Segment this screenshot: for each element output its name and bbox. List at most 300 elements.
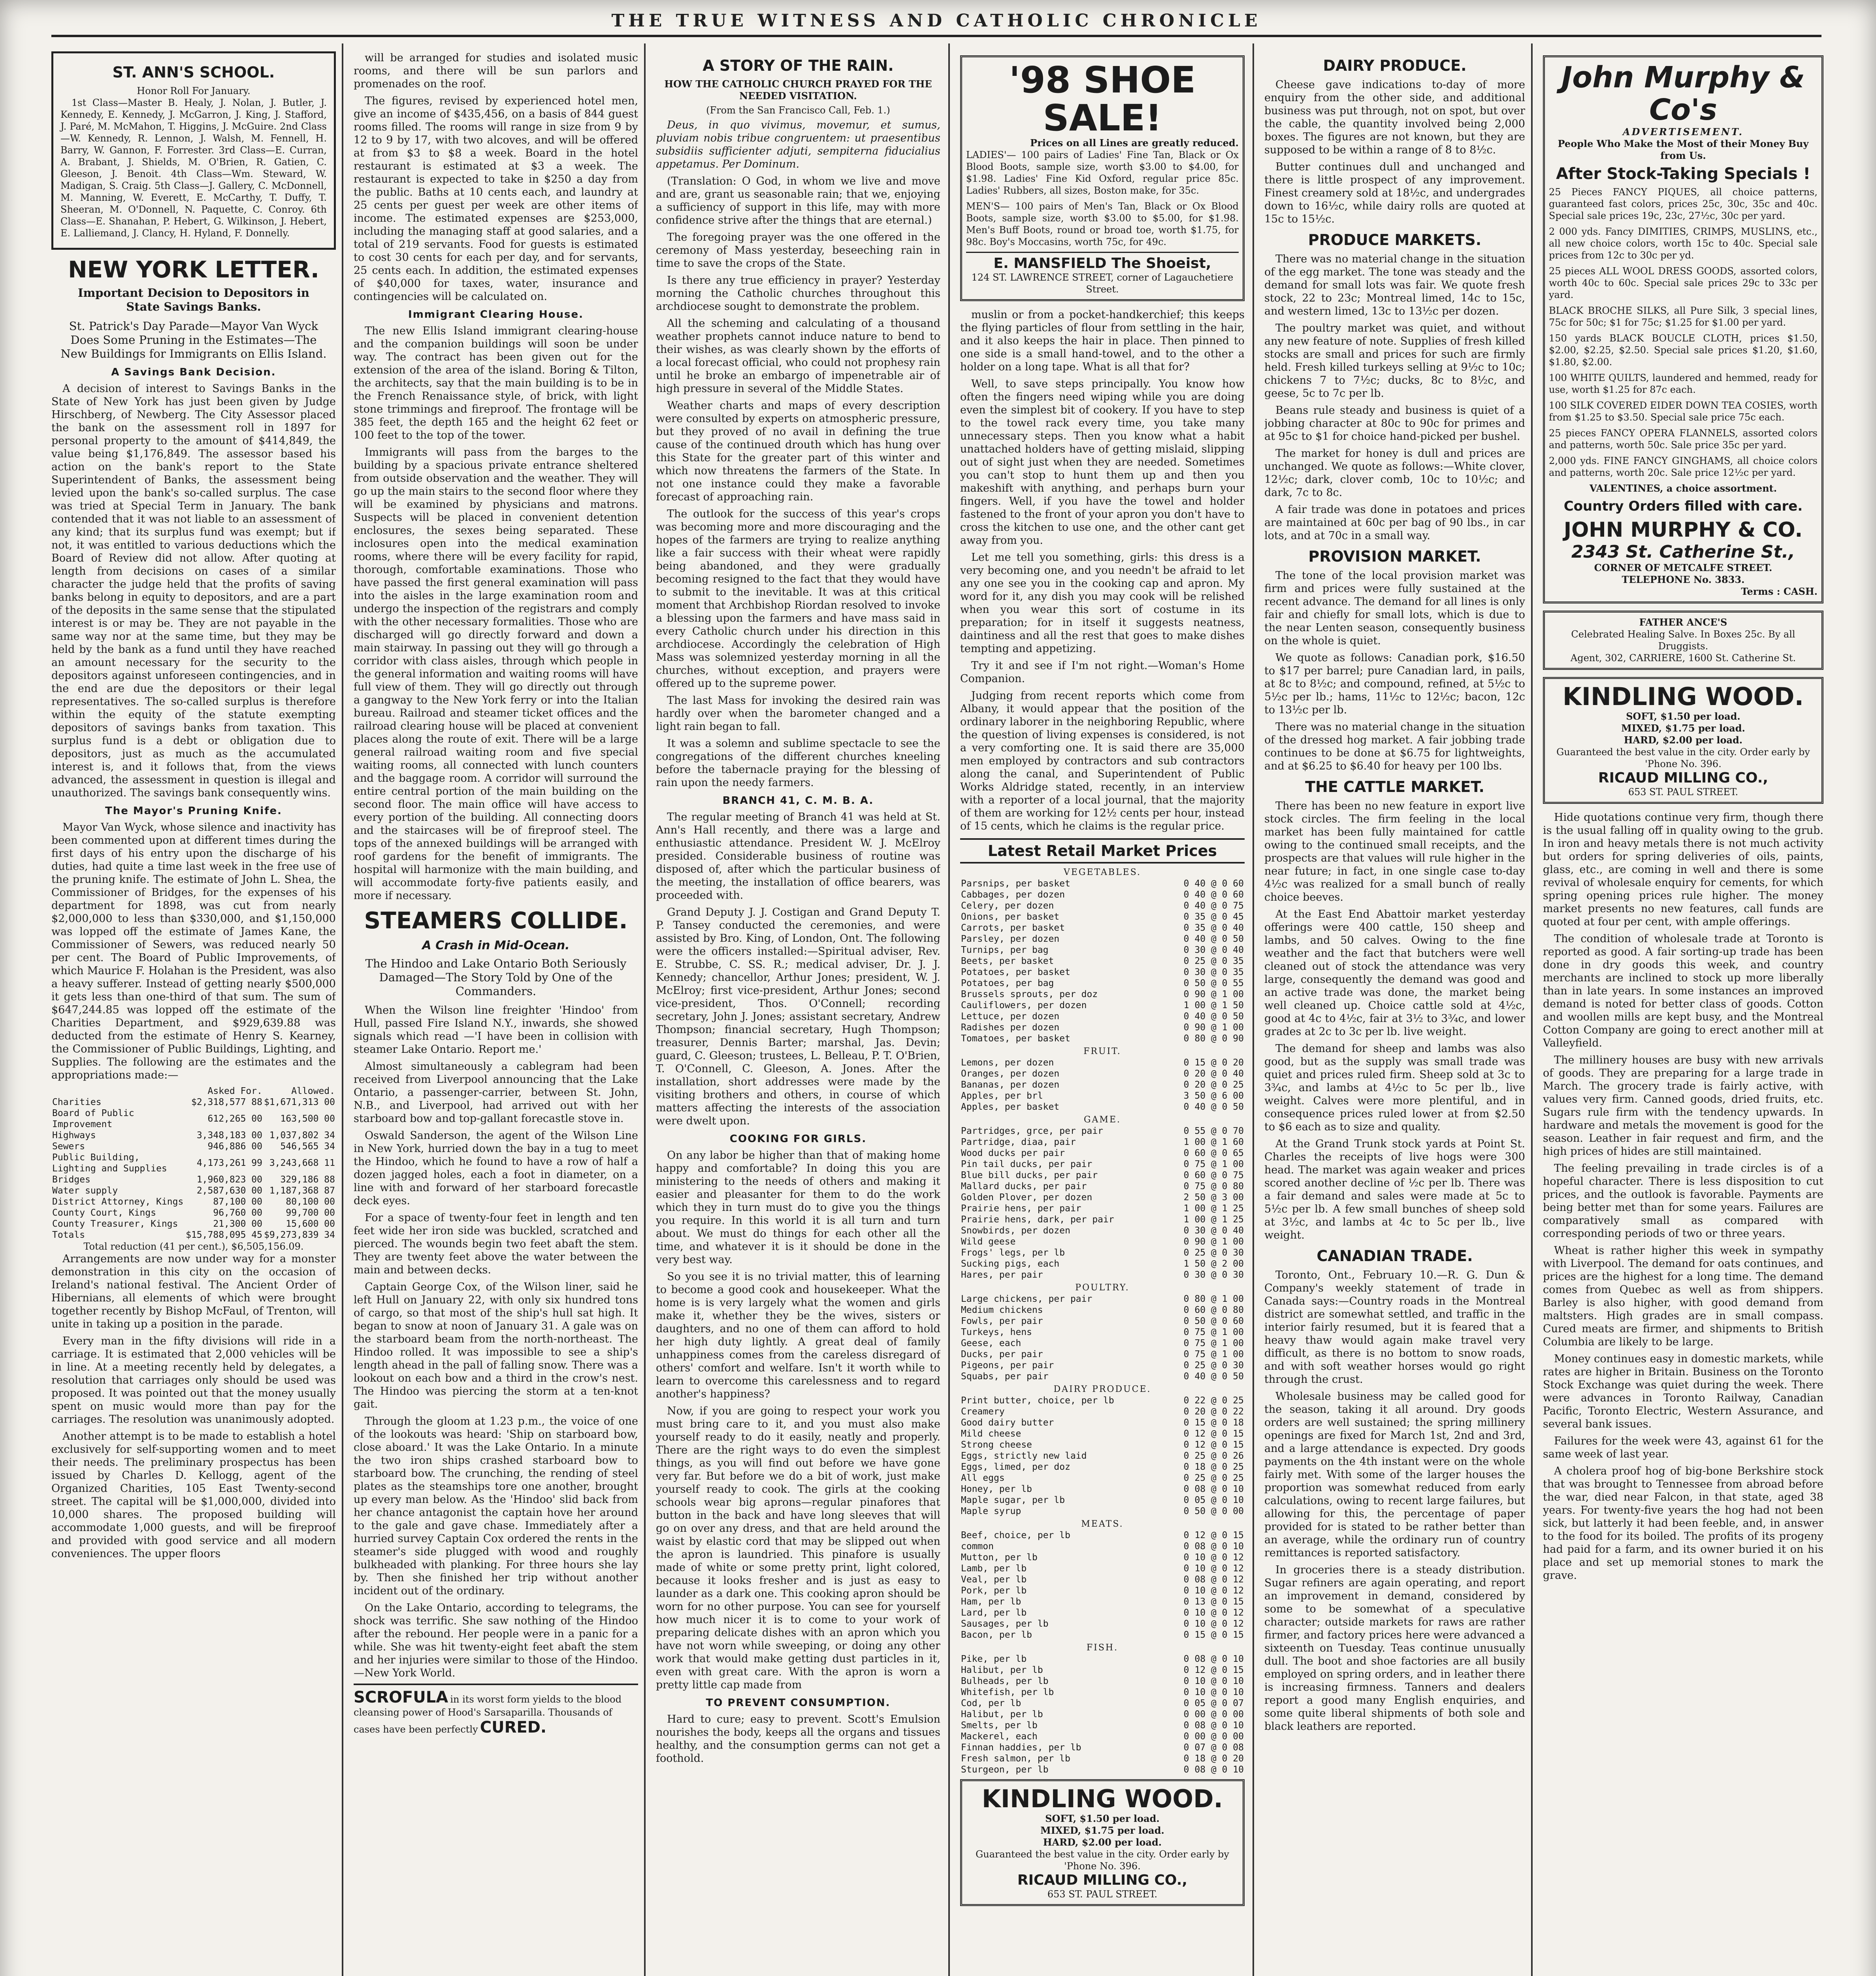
price-row (960, 1417, 1245, 1428)
table-header (51, 1086, 185, 1097)
article-paragraph: Cheese gave indications to-day of more enquiry from the other side, and additional business was put through, not on spot, but over the cable, the quantity involved being 2,000 boxes. The figures are not known, but they are supposed to be within a range of 8 to 8½c. (1264, 79, 1525, 156)
price-item: Whitefish, per lb (961, 1687, 1054, 1697)
price-range: 0 18 @ 0 20 (1183, 1754, 1244, 1764)
price-row (960, 1360, 1245, 1371)
price-row (960, 1676, 1245, 1687)
price-item: Eggs, strictly new laid (961, 1451, 1087, 1461)
table-cell: 612,265 00 (207, 1114, 262, 1124)
price-row (960, 1764, 1245, 1775)
kindling-title: KINDLING WOOD. (1562, 682, 1804, 711)
price-row (960, 1258, 1245, 1269)
price-item: Mallard ducks, per pair (961, 1181, 1087, 1192)
price-row (960, 1349, 1245, 1360)
price-item: Ham, per lb (961, 1597, 1021, 1607)
article-paragraph: Money continues easy in domestic markets, while rates are higher in Britain. Business on the Toronto Stock Exchange was quiet during the week. There were advances in Toronto Railway, Canadian Pacific, Toronto Electric, Western Assurance, and several bank issues. (1543, 1353, 1823, 1430)
price-row (960, 900, 1245, 911)
price-item: Partridge, diaa, pair (961, 1137, 1076, 1147)
price-range: 0 10 @ 0 10 (1183, 1676, 1244, 1686)
price-range: 0 12 @ 0 15 (1183, 1440, 1244, 1450)
price-item: Cabbages, per dozen (961, 890, 1065, 900)
article-paragraph: The figures, revised by experienced hotel men, give an income of $435,456, on a basis of 844 guest rooms filled. The rooms will range in size from 9 by 12 to 9 by 17, with two alcoves, and will be offered at from $3 to $8 a week. Board in the hotel restaurant is estimated at $3 a week. The restaurant is expected to take in $250 a day from the public. Baths at 10 cents each, and laundry at 25 cents per guest per week are other items of income. The estimated expenses are $253,000, including the managing staff at good salaries, and a total of 219 servants. Food for guests is estimated to cost 30 cents for each per day, and for servants, 25 cents each. In addition, the estimated expenses of $40,000 for taxes, water, insurance and contingencies will be calculated on. (354, 95, 638, 303)
price-range: 0 75 @ 1 00 (1183, 1327, 1244, 1337)
price-range: 0 25 @ 0 35 (1183, 956, 1244, 966)
cattle-title: THE CATTLE MARKET. (1305, 778, 1484, 796)
price-item: Lamb, per lb (961, 1563, 1027, 1574)
article-paragraph: At the Grand Trunk stock yards at Point St. Charles the receipts of live hogs were 300 head. The market was again weaker and prices scored another decline of ½c per lb. There was a fair demand and sales were made at 5c to 5½c per lb. A few small bunches of sheep sold at 3½c, and lambs at 4c to 5c per lb., live weight. (1264, 1138, 1525, 1241)
price-item: Fowls, per pair (961, 1316, 1043, 1326)
price-item: Maple sugar, per lb (961, 1495, 1065, 1505)
price-row (960, 1720, 1245, 1731)
price-table (960, 1530, 1245, 1640)
price-category: FRUIT. (1083, 1046, 1121, 1056)
price-row (960, 1495, 1245, 1506)
price-item: Snowbirds, per dozen (961, 1226, 1070, 1236)
kindling-address: 653 ST. PAUL STREET. (1047, 1889, 1158, 1900)
advertisement-label: ADVERTISEMENT. (1622, 126, 1744, 138)
kindling-line: HARD, $2.00 per load. (1624, 734, 1743, 746)
price-item: Creamery (961, 1407, 1005, 1417)
price-item: Radishes per dozen (961, 1022, 1060, 1033)
shoe-sale-subtitle: Prices on all Lines are greatly reduced. (1030, 137, 1239, 149)
ad-item: 100 WHITE QUILTS, laundered and hemmed, ready for use, worth $1.25 for 87c each. (1549, 372, 1818, 395)
price-item: common (961, 1541, 994, 1552)
ny-letter-title: NEW YORK LETTER. (68, 256, 319, 283)
price-row (960, 1607, 1245, 1618)
article-paragraph: It was a solemn and sublime spectacle to see the congregations of the different churches kneeling before the tabernacle praying for the blessing of rain upon the needy farmers. (656, 737, 940, 789)
table-cell: Water supply (52, 1186, 118, 1196)
article-paragraph: There was no material change in the situation of the egg market. The tone was steady and the demand for small lots was fair. We quote fresh stock, 22 to 23c; Montreal limed, 14c to 15c, and western limed, 13c to 13½c per dozen. (1264, 253, 1525, 317)
price-row (960, 1225, 1245, 1236)
price-row (960, 1203, 1245, 1214)
price-row (960, 1461, 1245, 1473)
rain-source: (From the San Francisco Call, Feb. 1.) (706, 105, 890, 116)
price-range: 0 20 @ 0 40 (1183, 1069, 1244, 1079)
article-paragraph: The poultry market was quiet, and without any new feature of note. Supplies of fresh killed stocks are small and prices for such are firmly held. Fresh killed turkeys selling at 9½c to 10c; chickens 7 to 7½c; ducks, 8c to 8½c, and geese, 5c to 7c per lb. (1264, 322, 1525, 400)
column-rule (1253, 43, 1254, 1976)
price-row (960, 1654, 1245, 1665)
article-paragraph: (Translation: O God, in whom we live and move and are, grant us seasonable rain; that we, enjoying a sufficiency of support in this life, may with more confidence strive after the things that are eternal.) (656, 175, 940, 226)
price-item: Prairie hens, dark, per pair (961, 1214, 1114, 1225)
ad-item: 100 SILK COVERED EIDER DOWN TEA COSIES, worth from $1.25 to $3.50. Special sale price 75c each. (1549, 400, 1818, 423)
price-range: 0 18 @ 0 25 (1183, 1462, 1244, 1472)
column-rule (342, 43, 343, 1976)
price-range: 0 80 @ 0 90 (1183, 1033, 1244, 1044)
price-range: 0 22 @ 0 25 (1183, 1395, 1244, 1406)
table-row (51, 1097, 336, 1108)
honor-roll-list: 1st Class—Master B. Healy, J. Nolan, J. Butler, J. Kennedy, E. Kennedy, J. McGarron, J. King, J. Stafford, J. Paré, M. McMahon, T. Higgins, J. McGuire. 2nd Class—W. Kennedy, R. Lennon, J. Walsh, M. Fennell, H. Barry, W. Gannon, F. Forrester. 3rd Class—E. Curran, A. Brabant, J. Shields, M. O'Brien, R. Gatien, C. Gleeson, J. Benoit. 4th Class—Wm. Steward, W. Madigan, S. Craig. 5th Class—J. Gallery, C. McDonnell, M. Manning, W. Everett, E. McCarthy, T. Duffy, T. Sheeran, M. O'Donnell, N. Paquette, C. Conroy. 6th Class—E. Shanahan, P. Hebert, G. Wilkinson, J. Hebert, E. Lalliemand, J. Clancy, H. Hyland, F. Donnelly. (60, 97, 327, 239)
table-cell: 2,587,630 00 (196, 1186, 262, 1196)
article-paragraph: Beans rule steady and business is quiet of a jobbing character at 80c to 90c for primes and at 95c to $1 for choice hand-picked per bushel. (1264, 404, 1525, 443)
honor-roll-box (51, 51, 336, 250)
kindling-company: RICAUD MILLING CO., (1017, 1872, 1188, 1888)
table-row (51, 1207, 336, 1218)
price-range: 0 50 @ 0 00 (1183, 1506, 1244, 1516)
price-row (960, 1137, 1245, 1148)
price-row (960, 1596, 1245, 1607)
price-range: 0 35 @ 0 45 (1183, 912, 1244, 922)
price-row (960, 1541, 1245, 1552)
price-item: Bananas, per dozen (961, 1080, 1060, 1090)
table-cell: Sewers (52, 1141, 85, 1152)
cooking-title: COOKING FOR GIRLS. (729, 1133, 867, 1145)
article-paragraph: There has been no new feature in export live stock circles. The firm feeling in the local market has been fully maintained for cattle owing to the continued small receipts, and the prospects are that values will rule higher in the near future; in fact, in one single case to-day 4½c was realized for a small bunch of really choice beeves. (1264, 800, 1525, 903)
table-row (51, 1130, 336, 1141)
price-row (960, 1327, 1245, 1338)
price-item: Halibut, per lb (961, 1709, 1043, 1720)
price-item: Partridges, grce, per pair (961, 1126, 1104, 1136)
price-item: Beef, choice, per lb (961, 1530, 1070, 1540)
table-cell: $15,788,095 45 (186, 1230, 262, 1240)
column-5 (1264, 51, 1525, 1737)
rain-deck: HOW THE CATHOLIC CHURCH PRAYED FOR THE NEEDED VISITATION. (664, 78, 932, 102)
price-range: 0 40 @ 0 60 (1183, 890, 1244, 900)
price-row (960, 889, 1245, 900)
article-paragraph: Captain George Cox, of the Wilson liner, said he left Hull on January 22, with only six hundred tons of cargo, so that most of the ship's hull sat high. It began to snow at noon of January 31. A gale was on the starboard beam from the north-northeast. The Hindoo rolled. It was impossible to see a ship's length ahead in the pall of falling snow. There was a lookout on each bow and a third in the crow's nest. The Hindoo was piercing the storm at a ten-knot gait. (354, 1281, 638, 1410)
price-range: 0 60 @ 0 65 (1183, 1148, 1244, 1158)
price-item: Strong cheese (961, 1440, 1032, 1450)
murphy-ad (1543, 55, 1823, 603)
price-row (960, 1506, 1245, 1517)
consumption-title: TO PREVENT CONSUMPTION. (706, 1697, 891, 1709)
column-rule (1531, 43, 1533, 1976)
price-range: 0 05 @ 0 07 (1183, 1698, 1244, 1708)
price-item: Pin tail ducks, per pair (961, 1159, 1092, 1169)
estimates-table (51, 1086, 336, 1241)
price-range: 1 00 @ 1 25 (1183, 1203, 1244, 1214)
price-item: Mild cheese (961, 1429, 1021, 1439)
price-range: 0 60 @ 0 80 (1183, 1305, 1244, 1315)
article-paragraph: Mayor Van Wyck, whose silence and inactivity has been commented upon at different times during the first days of his entry upon the discharge of his duties, had quite a time last week in the free use of the pruning knife. The estimate of John L. Shea, the Commissioner of Bridges, for the expenses of his department for 1898, was cut from nearly $2,000,000 to less than $330,000, and $1,150,000 was lopped off the estimate of James Kane, the Commissioner of Sewers, was reduced nearly 50 per cent. The Board of Public Improvements, of which Maurice F. Holahan is the President, was also a heavy sufferer. Instead of getting nearly $500,000 it gets less than one-third of that sum. The sum of $647,244.85 was lopped off the estimate of the Charities Department, and $929,639.88 was deducted from the estimate of Henry S. Kearney, the Commissioner of Public Buildings, Lighting, and Supplies. The following are the estimates and the appropriations made:— (51, 821, 336, 1081)
article-paragraph: In groceries there is a steady distribution. Sugar refiners are again operating, and report an improvement in demand, considered by some to be somewhat of a speculative character; outside markets for raws are rather firmer, and factory prices here were advanced a sixteenth on Tuesday. Teas continue unusually dull. The boot and shoe factories are all busily employed on spring orders, and in leather there is increasing firmness. Tanners and dealers report a good many English enquiries, and some quite liberal shipments of both sole and black leathers are reported. (1264, 1564, 1525, 1733)
article-paragraph: All the scheming and calculating of a thousand weather prophets cannot induce nature to bend to their wishes, as was clearly shown by the efforts of a local forecast official, who could not prophesy rain until he broke an embargo of impenetrable air of high pressure in several of the Middle States. (656, 317, 940, 395)
table-cell: Bridges (52, 1175, 90, 1185)
price-row (960, 1181, 1245, 1192)
price-table (960, 1293, 1245, 1382)
article-paragraph: Immigrants will pass from the barges to the building by a spacious private entrance sheltered from outside observation and the weather. They will go up the main stairs to the second floor where they will be examined by physicians and matrons. Suspects will be placed in convenient detention enclosures, the sexes being separated. These inclosures open into the medical examination rooms, where there will be every facility for rapid, thorough, comfortable examinations. Those who have passed the first general examination will pass into the aisles in the large examination room and undergo the inspection of the registrars and comply with the other necessary formalities. Those who are discharged will go directly forward and down a main stairway. In passing out they will go through a corridor with class aisles, through which people in the general information and waiting rooms will have full view of them. They will go directly out through a gangway to the New York ferry or into the Italian bureau. Railroad and steamer ticket offices and the railroad clearing house will be placed at convenient places along the route of exit. There will be a large general railroad waiting room and five special waiting rooms, all connected with lunch counters and the baggage room. A corridor will surround the entire central portion of the main building on the second floor. The main office will have access to every portion of the building. All connecting doors and the staircases will be of fireproof steel. The tops of the annexed buildings will be arranged with roof gardens for the benefit of immigrants. The hospital will harmonize with the main building, and will accommodate forty-five patients easily, and more if necessary. (354, 446, 638, 902)
price-row (960, 1665, 1245, 1676)
price-row (960, 933, 1245, 945)
article-paragraph: On the Lake Ontario, according to telegrams, the shock was terrific. She saw nothing of the Hindoo after the rebound. Her people were in a panic for a while. She was hit twenty-eight feet abaft the stem and her injuries were similar to those of the Hindoo.—New York World. (354, 1602, 638, 1679)
produce-title: PRODUCE MARKETS. (1308, 231, 1482, 249)
kindling-address: 653 ST. PAUL STREET. (1628, 786, 1739, 798)
price-range: 0 25 @ 0 30 (1183, 1248, 1244, 1258)
jm-corner: CORNER OF METCALFE STREET. (1594, 562, 1772, 573)
price-item: Apples, per brl (961, 1091, 1043, 1101)
shoe-mens: MEN'S— 100 pairs of Men's Tan, Black or Ox Blood Boots, sample size, worth $3.00 to $5.00, for $1.98. Men's Buff Boots, round or broad toe, worth $1.75, for 98c. Boy's Moccasins, worth 75c, for 49c. (966, 201, 1239, 247)
table-cell: District Attorney, Kings (52, 1197, 184, 1207)
price-row (960, 1338, 1245, 1349)
article-paragraph: The tone of the local provision market was firm and prices were fully sustained at the recent advance. The demand for all lines is only fair and chiefly for small lots, which is due to the near Lenten season, consequently business on the whole is quiet. (1264, 569, 1525, 647)
shoe-store: E. MANSFIELD The Shoeist, (966, 252, 1239, 272)
article-paragraph: The regular meeting of Branch 41 was held at St. Ann's Hall recently, and there was a large and enthusiastic attendance. President W. J. McElroy presided. Considerable business of routine was disposed of, after which the particular business of the meeting, the installation of office bearers, was proceeded with. (656, 811, 940, 901)
price-range: 1 00 @ 1 60 (1183, 1137, 1244, 1147)
price-range: 0 90 @ 1 00 (1183, 1022, 1244, 1033)
table-row (51, 1108, 336, 1130)
price-range: 0 40 @ 0 75 (1183, 901, 1244, 911)
price-item: Onions, per basket (961, 912, 1060, 922)
ny-letter-deck: Important Decision to Depositors in State Savings Banks. (78, 286, 309, 313)
price-item: Mackerel, each (961, 1731, 1038, 1742)
dairy-title: DAIRY PRODUCE. (1323, 57, 1467, 74)
ad-tagline: People Who Make the Most of their Money Buy from Us. (1558, 138, 1809, 161)
rain-title: A STORY OF THE RAIN. (703, 57, 894, 74)
price-item: Cod, per lb (961, 1698, 1021, 1708)
price-range: 0 35 @ 0 40 (1183, 923, 1244, 933)
price-row (960, 1126, 1245, 1137)
article-paragraph: Let me tell you something, girls: this dress is a very becoming one, and you needn't be afraid to let any one see you in the cooking cap and apron. My word for it, any dish you may cook will be relished when you wear this sort of costume in its preparation; for in itself it suggests neatness, daintiness and all the rest that goes to make dishes tempting and appetizing. (960, 551, 1245, 655)
price-range: 0 40 @ 0 50 (1183, 1102, 1244, 1112)
market-prices-title: Latest Retail Market Prices (960, 838, 1245, 864)
article-paragraph: Hard to cure; easy to prevent. Scott's Emulsion nourishes the body, keeps all the organs and tissues healthy, and the consumption germs can not get a foothold. (656, 1713, 940, 1765)
kindling-line: SOFT, $1.50 per load. (1045, 1813, 1160, 1824)
price-row (960, 1629, 1245, 1640)
price-row (960, 1450, 1245, 1461)
price-row (960, 945, 1245, 956)
price-range: 0 08 @ 0 10 (1183, 1765, 1244, 1775)
ny-letter-subdeck: St. Patrick's Day Parade—Mayor Van Wyck Does Some Pruning in the Estimates—The New Buildings for Immigrants on Ellis Island. (60, 319, 327, 360)
price-item: Halibut, per lb (961, 1665, 1043, 1675)
price-item: Parsley, per dozen (961, 934, 1060, 944)
price-row (960, 1079, 1245, 1090)
price-range: 0 12 @ 0 15 (1183, 1429, 1244, 1439)
table-cell: $2,318,577 88 (191, 1097, 262, 1107)
price-item: Finnan haddies, per lb (961, 1742, 1081, 1753)
table-header-row (51, 1086, 336, 1097)
kindling-ad (960, 1779, 1245, 1906)
price-item: Turkeys, hens (961, 1327, 1032, 1337)
price-row (960, 1439, 1245, 1450)
price-table (960, 1126, 1245, 1280)
price-range: 0 40 @ 0 60 (1183, 879, 1244, 889)
article-paragraph: Wheat is rather higher this week in sympathy with Liverpool. The demand for oats continues, and prices are the highest for a long time. The demand comes from Quebec as well as from shippers. Barley is also higher, with good demand from maltsters. High grades are in small compass. Cured meats are firmer, and shipments to British Columbia are likely to be large. (1543, 1244, 1823, 1348)
article-paragraph: There was no material change in the situation of the dressed hog market. A fair jobbing trade continues to be done at $6.75 for lightweights, and at $6.25 to $6.40 for heavy per 100 lbs. (1264, 721, 1525, 772)
price-item: Geese, each (961, 1338, 1021, 1348)
kindling-line: MIXED, $1.75 per load. (1621, 722, 1745, 734)
price-item: Lemons, per dozen (961, 1058, 1054, 1068)
ad-item: BLACK BROCHE SILKS, all Pure Silk, 3 special lines, 75c for 50c; $1 for 75c; $1.25 for $1.00 per yard. (1549, 305, 1818, 328)
price-item: Potatoes, per bag (961, 978, 1054, 988)
table-cell: $1,671,313 00 (264, 1097, 335, 1107)
price-table (960, 1395, 1245, 1517)
table-row (51, 1196, 336, 1207)
article-paragraph: At the East End Abattoir market yesterday offerings were 400 cattle, 150 sheep and lambs, and 50 calves. Owing to the fine weather and the fact that butchers were well cleaned out of stock the attendance was very large, consequently the demand was good and an active trade was done, the market being well cleaned up. Choice cattle sold at 4½c, good at 4c to 4½c, fair at 3½ to 3¾c, and lower grades at 2c to 3c per lb. live weight. (1264, 908, 1525, 1038)
table-row (51, 1152, 336, 1174)
ad-item: VALENTINES, a choice assortment. (1589, 483, 1777, 494)
price-row (960, 1269, 1245, 1280)
price-item: Bulheads, per lb (961, 1676, 1049, 1686)
article-paragraph: Toronto, Ont., February 10.—R. G. Dun & Company's weekly statement of trade in Canada says:—Country roads in the Montreal district are somewhat settled, and traffic in the interior fairly resumed, but it is feared that a heavy thaw would again make travel very difficult, as there is no bottom to snow roads, and with soft weather horses would go right through the crust. (1264, 1269, 1525, 1386)
price-item: Smelts, per lb (961, 1720, 1038, 1731)
steamers-subdeck: The Hindoo and Lake Ontario Both Seriously Damaged—The Story Told by One of the Commanders. (365, 957, 627, 998)
price-row (960, 978, 1245, 989)
price-item: Celery, per dozen (961, 901, 1054, 911)
article-paragraph: Through the gloom at 1.23 p.m., the voice of one of the lookouts was heard: 'Ship on starboard bow, close aboard.' It was the Lake Ontario. In a minute the two iron ships crashed starboard bow to starboard bow. The crunching, the rending of steel plates as the steamships tore one another, brought up every man below. As the 'Hindoo' slid back from her chance antagonist the captain hove her around to the gale and gave chase. Immediately after a hurried survey Captain Cox ordered the rents in the steamer's side plugged with wood and roughly bulkheaded with planking. For three hours she lay by. Then she finished her trip without another incident out of the ordinary. (354, 1415, 638, 1597)
school-title: ST. ANN'S SCHOOL. (112, 64, 275, 81)
price-range: 0 08 @ 0 12 (1183, 1574, 1244, 1585)
price-range: 0 55 @ 0 70 (1183, 1126, 1244, 1136)
table-header: Allowed. (291, 1086, 335, 1096)
column-1 (51, 51, 336, 1564)
school-subtitle: Honor Roll For January. (137, 85, 251, 96)
table-cell: 96,760 00 (213, 1208, 262, 1218)
table-cell: Totals (52, 1230, 85, 1240)
salve-agent: Agent, 302, CARRIERE, 1600 St. Catherine St. (1570, 652, 1796, 664)
kindling-company: RICAUD MILLING CO., (1598, 770, 1769, 786)
table-cell: 946,886 00 (207, 1141, 262, 1152)
article-paragraph: Every man in the fifty divisions will ride in a carriage. It is estimated that 2,000 vehicles will be in line. At a meeting recently held by delegates, a resolution that carriages only should be used was proposed. It was pointed out that the money usually spent on music would more than pay for the carriages. The resolution was unanimously adopted. (51, 1335, 336, 1425)
price-range: 1 00 @ 1 50 (1183, 1000, 1244, 1011)
price-row (960, 1011, 1245, 1022)
price-row (960, 1033, 1245, 1044)
price-item: Large chickens, per pair (961, 1294, 1092, 1304)
price-range: 0 90 @ 1 00 (1183, 989, 1244, 999)
article-paragraph: A fair trade was done in potatoes and prices are maintained at 60c per bag of 90 lbs., in car lots, and at 70c in a small way. (1264, 503, 1525, 542)
price-category: MEATS. (1081, 1519, 1124, 1529)
jm-address: 2343 St. Catherine St., (1571, 542, 1795, 562)
price-row (960, 1236, 1245, 1247)
price-range: 0 20 @ 0 22 (1183, 1407, 1244, 1417)
price-row (960, 1484, 1245, 1495)
masthead: THE TRUE WITNESS AND CATHOLIC CHRONICLE (51, 7, 1821, 37)
price-row (960, 956, 1245, 967)
branch-title: BRANCH 41, C. M. B. A. (722, 795, 874, 807)
salve-sub: Celebrated Healing Salve. In Boxes 25c. By all Druggists. (1571, 629, 1795, 652)
ad-text: in its worst form yields to the blood cleansing power of Hood's Sarsaparilla. Thousands of cases have been perfectly (354, 1694, 622, 1735)
price-range: 0 75 @ 1 00 (1183, 1338, 1244, 1348)
price-item: Apples, per basket (961, 1102, 1060, 1112)
article-paragraph: Another attempt is to be made to establish a hotel exclusively for self-supporting women and to meet their needs. The preliminary prospectus has been issued by Charles D. Kellogg, agent of the Organized Charities, 105 East Twenty-second street. The capital will be $1,000,000, divided into 10,000 shares. The proposed building will accommodate 1,000 guests, and will be fireproof and provided with good service and all modern conveniences. The upper floors (51, 1430, 336, 1560)
price-row (960, 1585, 1245, 1596)
price-category: FISH. (1086, 1643, 1119, 1653)
article-paragraph: The demand for sheep and lambs was also good, but as the supply was small trade was quiet and prices ruled firm. Sheep sold at 3c to 3¾c, and lambs at 4½c to 5c per lb., live weight. Calves were more plentiful, and in consequence prices ruled lower at from $2.50 to $6 each as to size and quality. (1264, 1043, 1525, 1133)
price-item: Hares, per pair (961, 1270, 1043, 1280)
price-row (960, 1192, 1245, 1203)
price-range: 1 50 @ 2 00 (1183, 1259, 1244, 1269)
price-item: Bacon, per lb (961, 1630, 1032, 1640)
price-category: GAME. (1083, 1115, 1121, 1125)
price-range: 0 10 @ 0 12 (1183, 1619, 1244, 1629)
price-item: Brussels sprouts, per doz (961, 989, 1098, 999)
table-cell: Highways (52, 1130, 96, 1141)
price-item: Prairie hens, per pair (961, 1203, 1081, 1214)
price-range: 1 00 @ 1 25 (1183, 1214, 1244, 1225)
price-row (960, 911, 1245, 922)
price-item: Mutton, per lb (961, 1552, 1038, 1563)
price-row (960, 922, 1245, 933)
article-paragraph: will be arranged for studies and isolated music rooms, and there will be sun parlors and promenades on the roof. (354, 52, 638, 90)
table-cell: 3,348,183 00 (196, 1130, 262, 1141)
price-row (960, 1247, 1245, 1258)
price-range: 0 00 @ 0 00 (1183, 1731, 1244, 1742)
price-item: Lettuce, per dozen (961, 1011, 1060, 1022)
shoe-sale-title: '98 SHOE SALE! (1009, 59, 1196, 139)
price-item: Beets, per basket (961, 956, 1054, 966)
price-range: 0 12 @ 0 15 (1183, 1665, 1244, 1675)
column-2 (354, 51, 638, 1737)
price-item: Tomatoes, per basket (961, 1033, 1070, 1044)
table-cell: Charities (52, 1097, 102, 1107)
article-paragraph: The foregoing prayer was the one offered in the ceremony of Mass yesterday, beseeching rain in time to save the crops of the State. (656, 231, 940, 270)
section-heading: A Savings Bank Decision. (111, 366, 276, 378)
price-range: 0 30 @ 0 40 (1183, 945, 1244, 955)
steamers-deck: A Crash in Mid-Ocean. (422, 939, 570, 952)
price-range: 0 25 @ 0 25 (1183, 1473, 1244, 1483)
price-row (960, 1068, 1245, 1079)
shoe-ladies: LADIES'— 100 pairs of Ladies' Fine Tan, Black or Ox Blood Boots, sample size, worth $3.00 to $4.00, for $1.98. Ladies' Fine Kid Oxford, regular price 85c. Ladies' Rubbers, all sizes, Boston make, for 35c. (966, 149, 1239, 196)
section-heading: Immigrant Clearing House. (408, 309, 584, 321)
price-range: 2 50 @ 3 00 (1183, 1192, 1244, 1203)
price-item: Potatoes, per basket (961, 967, 1070, 977)
jm-terms: Terms : CASH. (1741, 586, 1818, 597)
ad-keyword: CURED. (480, 1718, 547, 1737)
price-category: VEGETABLES. (1063, 867, 1141, 877)
price-item: Eggs, limed, per doz (961, 1462, 1070, 1472)
article-paragraph: So you see it is no trivial matter, this of learning to become a good cook and housekeeper. What the home is is very largely what the women and girls make it, whether they be the wives, sisters or daughters, and no one of them can afford to hold her high duty lightly. A great deal of family unhappiness comes from the careless disregard of others' comfort and welfare. Isn't it worth while to learn to overcome this carelessness and to regard another's happiness? (656, 1271, 940, 1400)
price-range: 0 07 @ 0 08 (1183, 1742, 1244, 1753)
price-row (960, 1371, 1245, 1382)
price-row (960, 989, 1245, 1000)
scrofula-ad (354, 1684, 638, 1737)
article-paragraph: Failures for the week were 43, against 61 for the same week of last year. (1543, 1435, 1823, 1460)
price-row (960, 1428, 1245, 1439)
ad-item: 2 000 yds. Fancy DIMITIES, CRIMPS, MUSLINS, etc., all new choice colors, worth 15c to 40c. Special sale prices from 12c to 30c per yd. (1549, 226, 1818, 261)
price-row (960, 1753, 1245, 1764)
price-item: Sucking pigs, each (961, 1259, 1060, 1269)
price-range: 0 40 @ 0 50 (1183, 934, 1244, 944)
price-range: 0 25 @ 0 26 (1183, 1451, 1244, 1461)
article-paragraph: Now, if you are going to respect your work you must bring care to it, and you must also make yourself ready to do it easily, neatly and properly. There are the right ways to do even the simplest things, as you will find out before we have gone very far. But before we do a bit of work, just make yourself ready to cook. The girls at the cooking schools wear big aprons—regular pinafores that button in the back and have long sleeves that will go on over any dress, and that are held around the waist by elastic cord that may be slipped out when the apron is laundried. This pinafore is usually made of white or some pretty print, light colored, because it looks fresher and is just as easy to launder as a dark one. This cooking apron should be worn for no other purpose. You can see for yourself how much nicer it is to come to your work of preparing delicate dishes with an apron which you have not worn while sweeping, or doing any other work that would make getting dust particles in it, even with great care. With the apron is worn a pretty little cap made from (656, 1405, 940, 1691)
price-item: Pike, per lb (961, 1654, 1027, 1664)
kindling-line: SOFT, $1.50 per load. (1626, 711, 1740, 722)
article-paragraph: Try it and see if I'm not right.—Woman's Home Companion. (960, 660, 1245, 685)
murphy-title: John Murphy & Co's (1561, 60, 1805, 127)
price-row (960, 967, 1245, 978)
price-item: Wood ducks per pair (961, 1148, 1065, 1158)
article-paragraph: The last Mass for invoking the desired rain was hardly over when the barometer changed and a light rain began to fall. (656, 694, 940, 733)
kindling-line: Guaranteed the best value in the city. Order early by 'Phone No. 396. (1556, 747, 1810, 769)
price-row (960, 1574, 1245, 1585)
price-range: 0 08 @ 0 10 (1183, 1720, 1244, 1731)
price-row (960, 1000, 1245, 1011)
article-paragraph: Almost simultaneously a cablegram had been received from Liverpool announcing that the Lake Ontario, a passenger-carrier, between St. John, N.B., and Liverpool, had arrived out with her starboard bow and top-gallant forecastle stove in. (354, 1060, 638, 1125)
jm-company: JOHN MURPHY & CO. (1563, 518, 1803, 542)
price-row (960, 1552, 1245, 1563)
price-row (960, 1022, 1245, 1033)
price-item: Pork, per lb (961, 1586, 1027, 1596)
table-row (51, 1141, 336, 1152)
price-range: 0 75 @ 1 00 (1183, 1159, 1244, 1169)
table-cell: 1,037,802 34 (269, 1130, 335, 1141)
price-item: Sturgeon, per lb (961, 1765, 1049, 1775)
price-range: 0 08 @ 0 10 (1183, 1541, 1244, 1552)
price-range: 0 08 @ 0 10 (1183, 1654, 1244, 1664)
table-cell: County Treasurer, Kings (52, 1219, 178, 1229)
column-rule (644, 43, 646, 1976)
article-paragraph: We quote as follows: Canadian pork, $16.50 to $17 per barrel; pure Canadian lard, in pails, at 8c to 8½c; and compound, refined, at 5½c to 5½c per lb.; hams, 11½c to 12½c; bacon, 12c to 13½c per lb. (1264, 652, 1525, 716)
price-row (960, 1563, 1245, 1574)
price-range: 0 10 @ 0 12 (1183, 1608, 1244, 1618)
price-row (960, 1473, 1245, 1484)
table-note: Total reduction (41 per cent.), $6,505,156.09. (83, 1241, 304, 1252)
shoe-sale-ad (960, 55, 1245, 301)
table-cell: 87,100 00 (213, 1197, 262, 1207)
jm-telephone: TELEPHONE No. 3833. (1622, 574, 1745, 585)
price-range: 0 12 @ 0 15 (1183, 1530, 1244, 1540)
price-item: Cauliflowers, per dozen (961, 1000, 1087, 1011)
price-row (960, 1731, 1245, 1742)
canadian-trade-title: CANADIAN TRADE. (1317, 1247, 1473, 1265)
kindling-title: KINDLING WOOD. (981, 1784, 1223, 1813)
